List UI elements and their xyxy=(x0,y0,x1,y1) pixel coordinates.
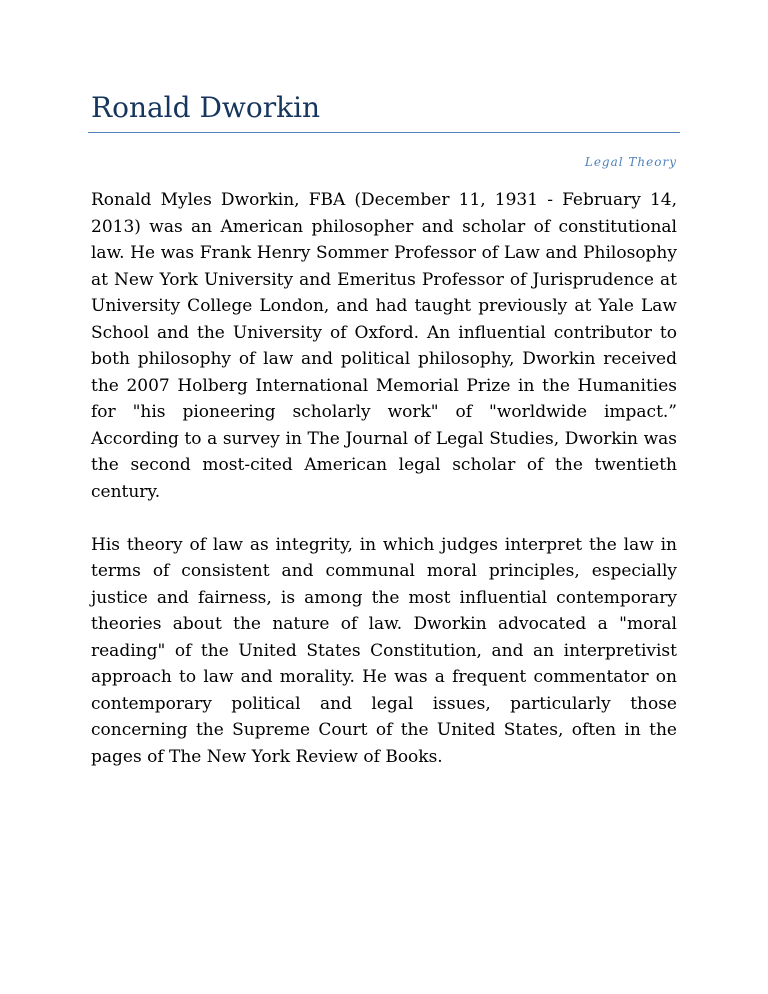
document-title: Ronald Dworkin xyxy=(91,91,321,124)
document-body xyxy=(91,187,677,797)
title-underline-rule xyxy=(88,132,680,133)
body-paragraph-1: Ronald Myles Dworkin, FBA (December 11, 1931 - February 14, 2013) was an American philosopher and scholar of constitutional law. He was Frank Henry Sommer Professor of Law and Philosophy at New York University and Emeritus Professor of Jurisprudence at University College London, and had taught previously at Yale Law School and the University of Oxford. An influential contributor to both philosophy of law and political philosophy, Dworkin received the 2007 Holberg International Memorial Prize in the Humanities for "his pioneering scholarly work" of "worldwide impact.” According to a survey in The Journal of Legal Studies, Dworkin was the second most-cited American legal scholar of the twentieth century. xyxy=(91,190,677,502)
body-paragraph-2: His theory of law as integrity, in which judges interpret the law in terms of consistent and communal moral principles, especially justice and fairness, is among the most influential contemporary theories about the nature of law. Dworkin advocated a "moral reading" of the United States Constitution, and an interpretivist approach to law and morality. He was a frequent commentator on contemporary political and legal issues, particularly those concerning the Supreme Court of the United States, often in the pages of The New York Review of Books. xyxy=(91,534,677,767)
document-subtitle: Legal Theory xyxy=(584,155,677,169)
